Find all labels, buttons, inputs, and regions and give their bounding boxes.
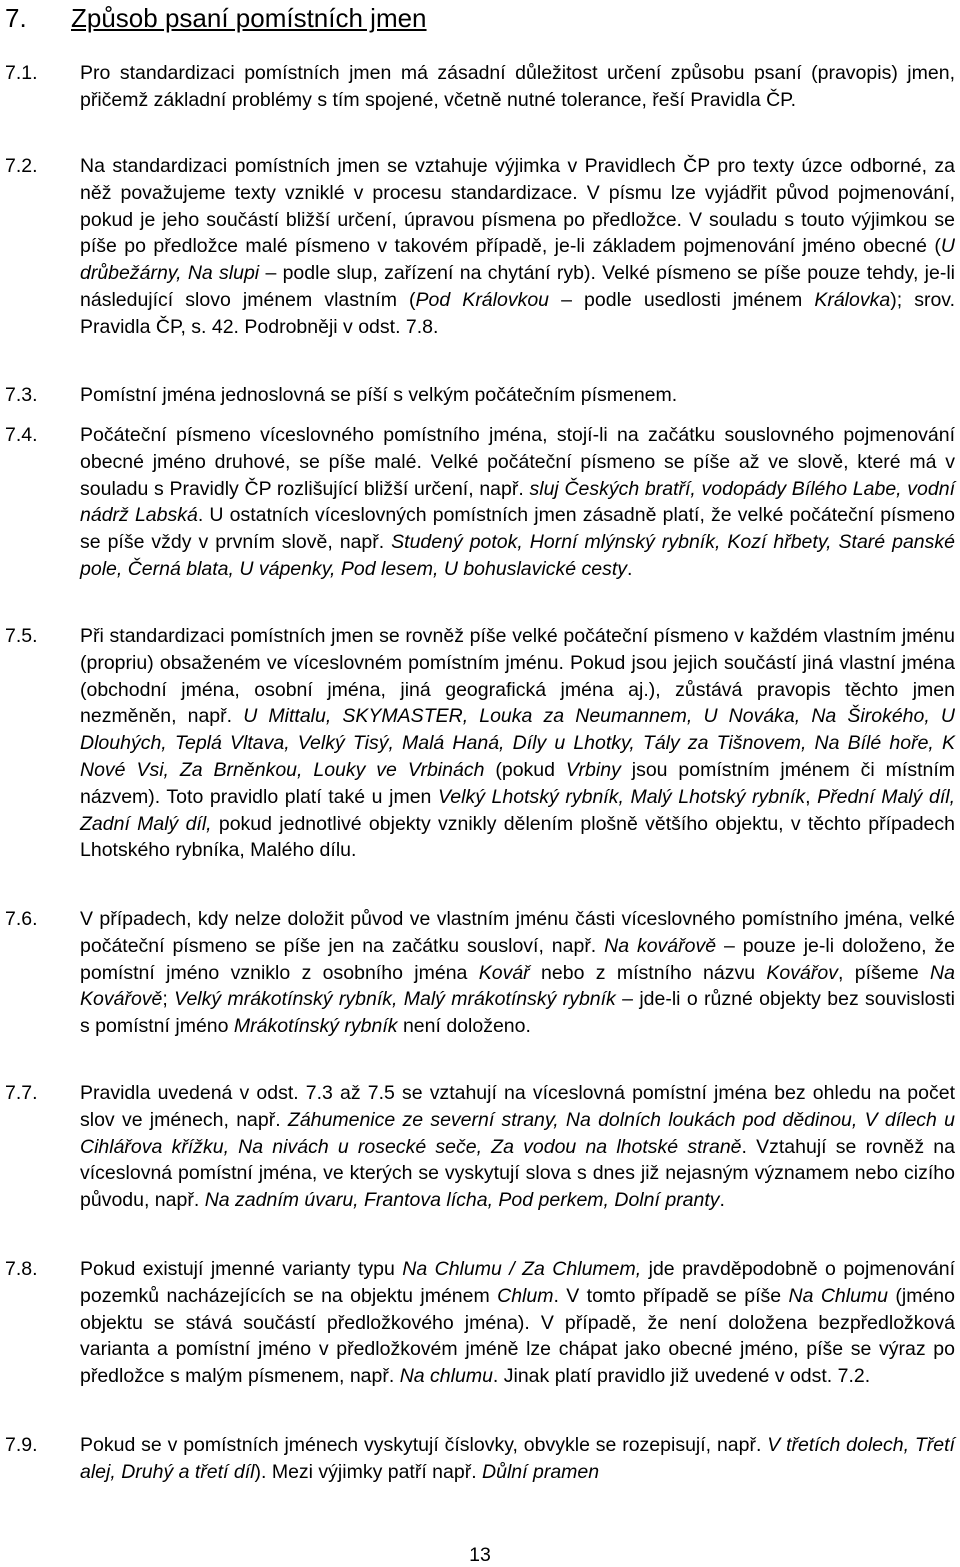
paragraph-7-8	[5, 1256, 955, 1390]
paragraph-7-4	[5, 422, 955, 583]
text-run: V případech, kdy nelze doložit původ ve vlastním jménu části víceslovného pomístního jména, velké počáteční písmeno se píše jen na začátku sousloví, např.	[80, 908, 955, 957]
paragraph-number: 7.1.	[5, 62, 38, 84]
italic-place-names: Důlní pramen	[482, 1460, 600, 1483]
paragraph-7-2	[5, 153, 955, 341]
text-run: – pouze je-li doloženo, že pomístní jméno vzniklo z osobního jména	[80, 934, 955, 984]
paragraph-text	[80, 1432, 955, 1486]
text-run: , píšeme	[837, 961, 931, 984]
italic-place-names: Pod Královkou	[415, 288, 550, 311]
italic-place-names: Na Kovářově	[80, 961, 955, 1011]
italic-place-names: Kovářov	[766, 961, 838, 984]
text-run: Pravidla uvedená v odst. 7.3 až 7.5 se vztahují na víceslovná pomístní jména bez ohledu na počet slov ve jménech, např.	[80, 1082, 955, 1131]
italic-place-names: Studený potok, Horní mlýnský rybník, Kozí hřbety, Staré panské pole, Černá blata, U vápenky, Pod lesem, U bohuslavické cesty	[80, 531, 955, 580]
text-run: ,	[805, 785, 818, 808]
italic-place-names: Chlum	[497, 1284, 554, 1307]
text-run: jde pravděpodobně o pojmenování pozemků nacházejících se na objektu jménem	[80, 1258, 955, 1307]
text-run: (pokud	[484, 758, 566, 781]
italic-place-names: V třetích dolech, Třetí alej, Druhý a třetí díl	[80, 1434, 955, 1483]
italic-place-names: Mrákotínský rybník	[233, 1015, 398, 1038]
paragraph-number: 7.4.	[5, 424, 38, 446]
text-run: není doloženo.	[397, 1015, 531, 1038]
italic-place-names: Kovář	[478, 961, 530, 984]
italic-place-names: Na chlumu	[399, 1365, 493, 1388]
text-run: (jméno objektu se stává součástí předložkového jména). V případě, že není doložena bezpředložková varianta a pomístní jméno v předložkovém jméně lze chápat jako obecné jméno, píše se výraz po předložce s malým písmenem, např.	[80, 1284, 955, 1388]
section-title: Způsob psaní pomístních jmen	[71, 3, 427, 33]
paragraph-7-5	[5, 623, 955, 864]
paragraph-7-9	[5, 1432, 955, 1486]
paragraph-7-6	[5, 906, 955, 1040]
text-run: Počáteční písmeno víceslovného pomístního jména, stojí-li na začátku souslovného pojmenování obecné jméno druhové, se píše malé. Velké počáteční písmeno se píše až ve slově, které má v souladu s Pravidly ČP rozlišující bližší určení, např.	[80, 424, 955, 500]
text-run: – podle usedlosti jménem	[549, 288, 815, 311]
text-run: . Vztahují se rovněž na víceslovná pomístní jména, ve kterých se vyskytují slova s dnes již nejasným významem nebo cizího původu, např.	[80, 1135, 955, 1212]
paragraph-number: 7.6.	[5, 908, 38, 930]
paragraph-number: 7.5.	[5, 625, 38, 647]
paragraph-number: 7.7.	[5, 1082, 38, 1104]
italic-place-names: Velký mrákotínský rybník, Malý mrákotínský rybník	[174, 988, 616, 1011]
paragraph-text	[80, 1256, 955, 1390]
paragraph-text	[80, 1080, 955, 1214]
text-run: pokud jednotlivé objekty vznikly dělením plošně většího objektu, v těchto případech Lhotského rybníka, Malého dílu.	[80, 812, 955, 862]
paragraph-number: 7.9.	[5, 1434, 38, 1456]
paragraph-text	[80, 623, 955, 864]
text-run: .	[719, 1189, 725, 1212]
italic-place-names: sluj Českých bratří, vodopády Bílého Labe, vodní nádrž Labská	[80, 477, 955, 527]
text-run: . U ostatních víceslovných pomístních jmen zásadně platí, že velké počáteční písmeno se píše vždy v prvním slově, např.	[80, 504, 955, 554]
text-run: – podle slup, zařízení na chytání ryb). Velké písmeno se píše pouze tehdy, je-li následující slovo jménem vlastním (	[80, 262, 955, 311]
page-number: 13	[469, 1544, 491, 1566]
text-run: . V tomto případě se píše	[553, 1284, 789, 1307]
paragraph-text	[80, 60, 955, 114]
paragraph-text	[80, 422, 955, 583]
text-run: Na standardizaci pomístních jmen se vztahuje výjimka v Pravidlech ČP pro texty úzce odborné, za něž považujeme texty vzniklé v procesu standardizace. V písmu lze vyjádřit původ pojmenování, pokud je jeho součástí bližší určení, úpravou písmena po předložce. V souladu s touto výjimkou se píše po předložce malé písmeno v takovém případě, je-li základem pojmenování jméno obecné (	[80, 155, 955, 258]
italic-place-names: Na zadním úvaru, Frantova lícha, Pod perkem, Dolní pranty	[204, 1189, 720, 1212]
italic-place-names: Přední Malý díl, Zadní Malý díl,	[80, 785, 956, 835]
italic-place-names: U drůbežárny, Na slupi	[80, 235, 955, 285]
text-run: . Jinak platí pravidlo již uvedené v odst. 7.2.	[492, 1365, 871, 1388]
paragraph-number: 7.8.	[5, 1258, 38, 1280]
text-run: ). Mezi výjimky patří např.	[254, 1460, 483, 1483]
paragraph-7-3	[5, 382, 955, 409]
text-run: Pokud se v pomístních jménech vyskytují číslovky, obvykle se rozepisují, např.	[80, 1434, 768, 1456]
italic-place-names: Vrbiny	[565, 758, 621, 781]
italic-place-names: Na Chlumu	[788, 1284, 889, 1307]
text-run: Pro standardizaci pomístních jmen má zásadní důležitost určení způsobu psaní (pravopis) jmen, přičemž základní problémy s tím spojené, včetně nutné tolerance, řeší Pravidla ČP.	[80, 62, 955, 111]
text-run: Při standardizaci pomístních jmen se rovněž píše velké počáteční písmeno v každém vlastním jménu (propriu) obsaženém ve víceslovném pomístním jménu. Pokud jsou jejich součástí jiná vlastní jména (obchodní jména, osobní jména, jiná geografická jména aj.), zůstává pravopis těchto jmen nezměněn, např.	[80, 625, 955, 728]
paragraph-text	[80, 153, 955, 341]
paragraph-text	[80, 906, 955, 1040]
paragraph-7-1	[5, 60, 955, 114]
text-run: ;	[162, 988, 175, 1011]
text-run: – jde-li o různé objekty bez souvislosti s pomístní jméno	[80, 988, 955, 1038]
italic-place-names: U Mittalu, SKYMASTER, Louka za Neumannem, U Nováka, Na Širokého, U Dlouhých, Teplá Vltava, Velký Tisý, Malá Haná, Díly u Lhotky, Tály za Tišnovem, Na Bílé hoře, K Nové Vsi, Za Brněnkou, Louky ve Vrbinách	[80, 705, 955, 781]
italic-place-names: Záhumenice ze severní strany, Na dolních loukách pod dědinou, V dílech u Cihlářova křížku, Na nivách u rosecké seče, Za vodou na lhotské straně	[80, 1108, 955, 1158]
section-number: 7.	[5, 3, 27, 33]
italic-place-names: Velký Lhotský rybník, Malý Lhotský rybník	[438, 785, 806, 808]
italic-place-names: Na kovářově	[604, 934, 717, 957]
text-run: ); srov. Pravidla ČP, s. 42. Podrobněji v odst. 7.8.	[80, 288, 956, 338]
italic-place-names: Na Chlumu / Za Chlumem,	[402, 1258, 642, 1280]
paragraph-text	[80, 382, 955, 409]
section-heading	[5, 0, 427, 36]
paragraph-7-7	[5, 1080, 955, 1214]
italic-place-names: Královka	[814, 288, 891, 311]
paragraph-number: 7.2.	[5, 155, 38, 177]
text-run: jsou pomístním jménem či místním názvem). Toto pravidlo platí také u jmen	[80, 758, 955, 808]
text-run: Pomístní jména jednoslovná se píší s velkým počátečním písmenem.	[80, 384, 678, 406]
text-run: .	[627, 557, 633, 580]
paragraph-number: 7.3.	[5, 384, 38, 406]
text-run: Pokud existují jmenné varianty typu	[80, 1258, 403, 1280]
text-run: nebo z místního názvu	[529, 961, 767, 984]
